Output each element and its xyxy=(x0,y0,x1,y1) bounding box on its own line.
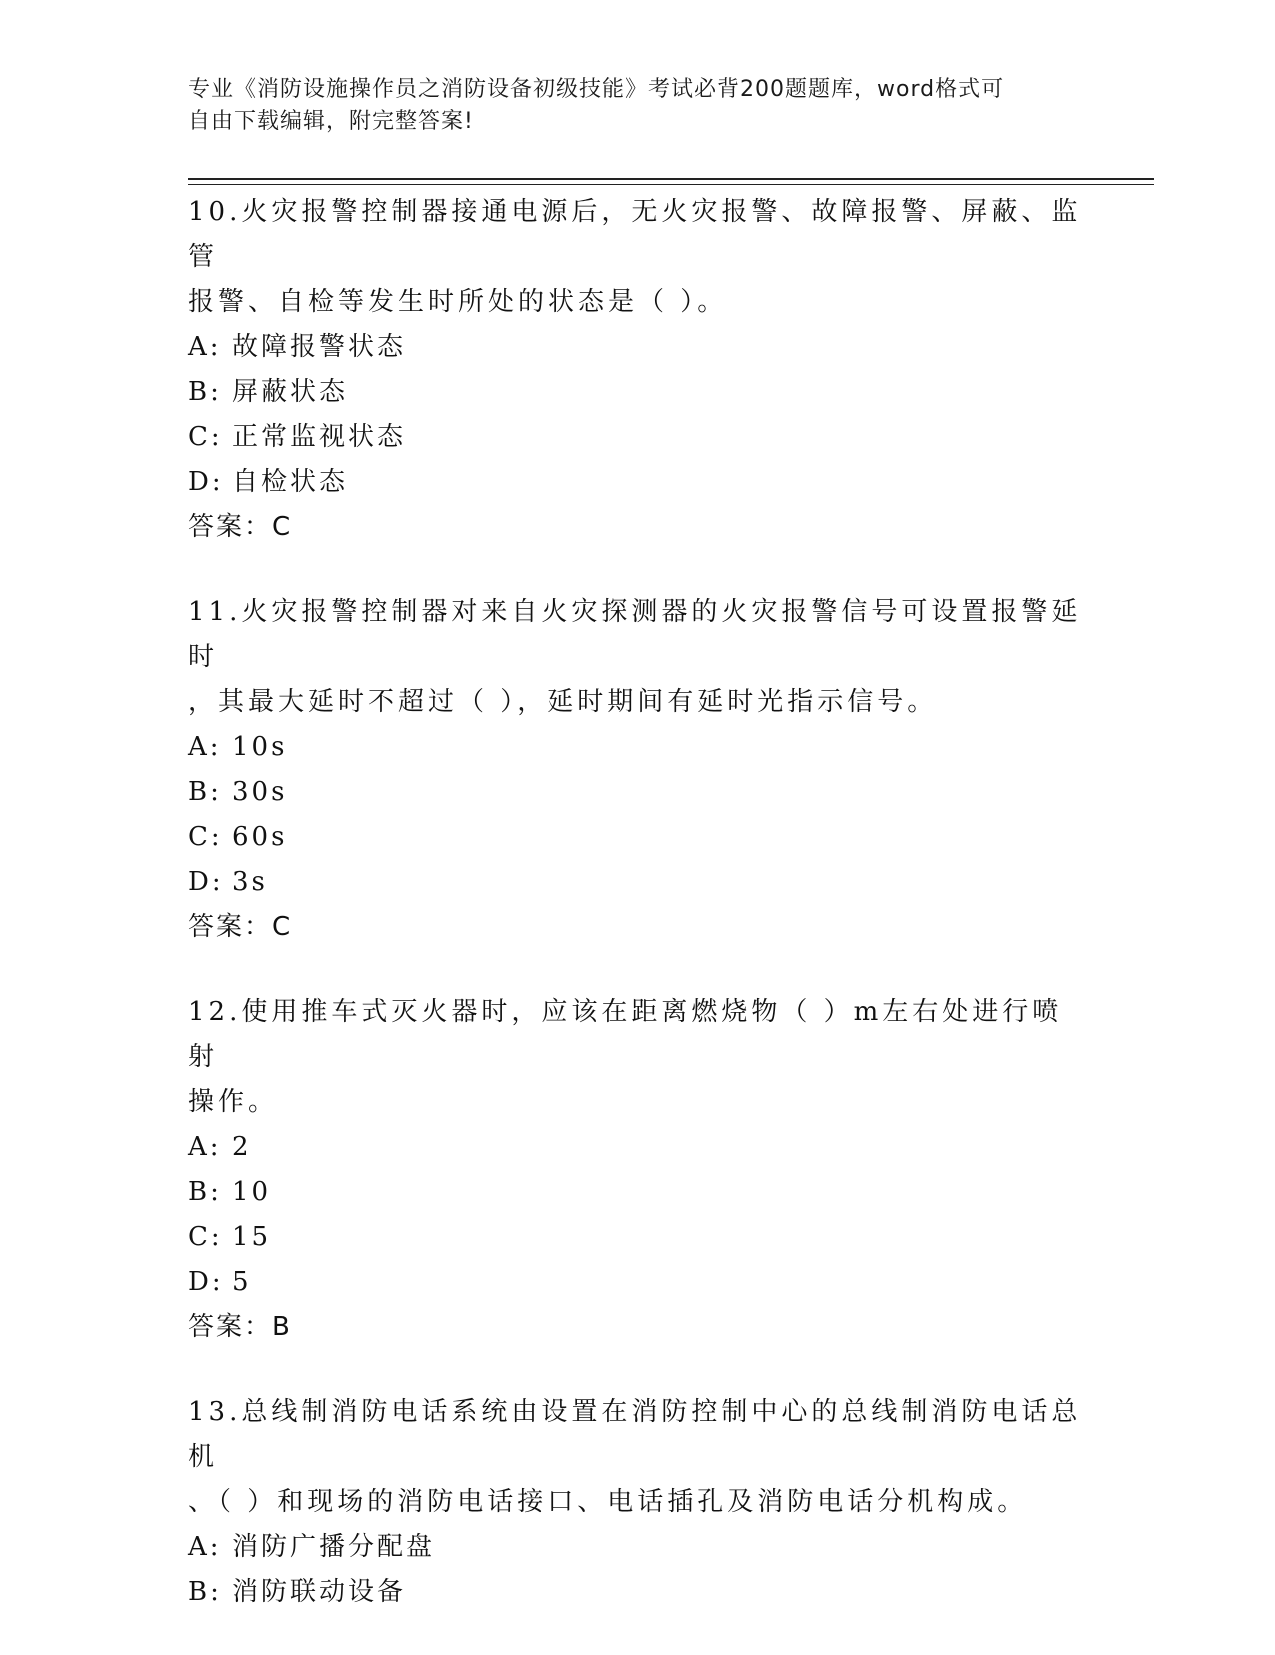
option-text: 10 xyxy=(232,1177,272,1207)
option-letter: A: xyxy=(188,1132,222,1162)
option-text: 自检状态 xyxy=(232,467,349,497)
option-text: 2 xyxy=(232,1132,252,1162)
option-letter: C: xyxy=(188,822,223,852)
question-stem: 12.使用推车式灭火器时，应该在距离燃烧物（ ）m左右处进行喷射 操作。 xyxy=(188,997,1063,1117)
option-d xyxy=(188,460,1088,505)
option-text: 消防广播分配盘 xyxy=(232,1532,436,1562)
option-letter: D: xyxy=(188,467,224,497)
option-d xyxy=(188,1260,1088,1305)
option-letter: B: xyxy=(188,777,222,807)
document-header xyxy=(188,74,1068,138)
option-letter: D: xyxy=(188,867,224,897)
option-a xyxy=(188,725,1088,770)
question-stem: 10.火灾报警控制器接通电源后，无火灾报警、故障报警、屏蔽、监管 报警、自检等发生时所处的状态是（ ）。 xyxy=(188,197,1082,317)
option-text: 15 xyxy=(232,1222,272,1252)
option-text: 30s xyxy=(232,777,288,807)
option-text: 正常监视状态 xyxy=(232,422,407,452)
option-letter: B: xyxy=(188,377,222,407)
option-a xyxy=(188,325,1088,370)
option-text: 3s xyxy=(232,867,268,897)
question-13 xyxy=(188,1390,1088,1615)
option-a xyxy=(188,1525,1088,1570)
option-letter: A: xyxy=(188,332,222,362)
header-rule-thick xyxy=(188,178,1154,180)
option-b xyxy=(188,1170,1088,1215)
option-c xyxy=(188,815,1088,860)
option-text: 60s xyxy=(232,822,288,852)
question-10 xyxy=(188,190,1088,550)
question-stem: 13.总线制消防电话系统由设置在消防控制中心的总线制消防电话总机 、（ ）和现场的消防电话接口、电话插孔及消防电话分机构成。 xyxy=(188,1397,1082,1517)
question-12 xyxy=(188,990,1088,1350)
option-b xyxy=(188,770,1088,815)
option-text: 故障报警状态 xyxy=(232,332,407,362)
option-c xyxy=(188,1215,1088,1260)
header-rule-thin xyxy=(188,184,1154,185)
header-line-2: 自由下载编辑，附完整答案! xyxy=(188,109,474,134)
option-b xyxy=(188,370,1088,415)
option-c xyxy=(188,415,1088,460)
option-b xyxy=(188,1570,1088,1615)
option-letter: C: xyxy=(188,1222,223,1252)
option-letter: A: xyxy=(188,1532,222,1562)
option-text: 消防联动设备 xyxy=(232,1577,407,1607)
question-list xyxy=(188,190,1088,1655)
question-11 xyxy=(188,590,1088,950)
option-letter: D: xyxy=(188,1267,224,1297)
answer-line: 答案：B xyxy=(188,1312,292,1342)
option-letter: B: xyxy=(188,1577,222,1607)
option-text: 10s xyxy=(232,732,288,762)
option-letter: B: xyxy=(188,1177,222,1207)
option-letter: A: xyxy=(188,732,222,762)
header-line-1: 专业《消防设施操作员之消防设备初级技能》考试必背200题题库，word格式可 xyxy=(188,77,1005,102)
question-stem: 11.火灾报警控制器对来自火灾探测器的火灾报警信号可设置报警延时 ，其最大延时不超过（ ），延时期间有延时光指示信号。 xyxy=(188,597,1082,717)
option-letter: C: xyxy=(188,422,223,452)
option-a xyxy=(188,1125,1088,1170)
option-text: 屏蔽状态 xyxy=(232,377,349,407)
answer-line: 答案：C xyxy=(188,512,293,542)
answer-line: 答案：C xyxy=(188,912,293,942)
option-d xyxy=(188,860,1088,905)
option-text: 5 xyxy=(232,1267,252,1297)
